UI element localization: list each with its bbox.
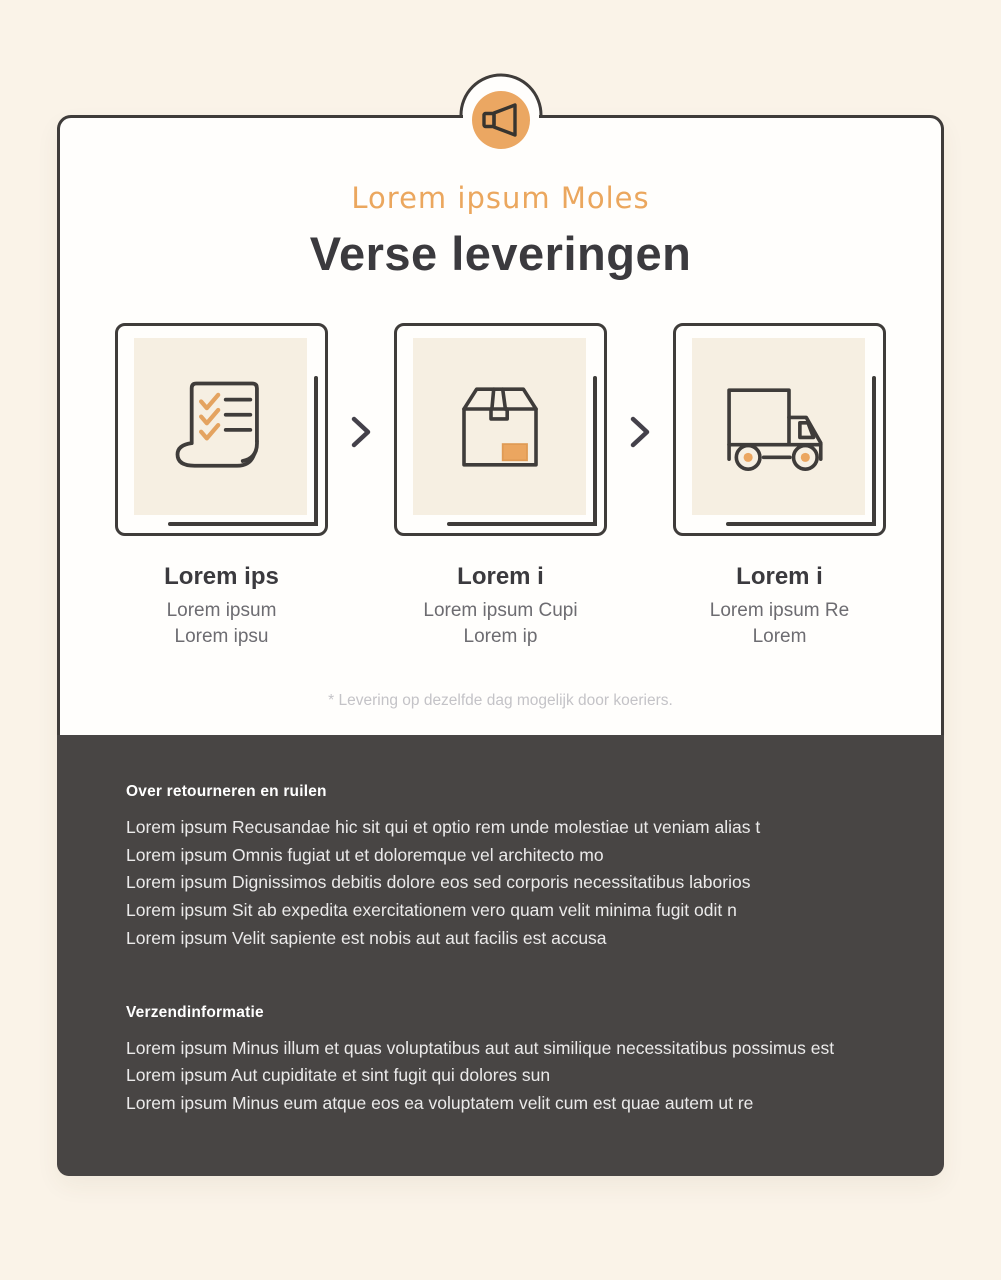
step-package bbox=[394, 323, 607, 649]
step-package-box bbox=[394, 323, 607, 536]
corner-accent-line bbox=[167, 375, 319, 527]
steps-row bbox=[115, 323, 886, 649]
step-order-box bbox=[115, 323, 328, 536]
returns-heading: Over retourneren en ruilen bbox=[126, 783, 327, 800]
step-delivery bbox=[673, 323, 886, 649]
shipping-heading: Verzendinformatie bbox=[126, 1003, 264, 1021]
shipping-section bbox=[126, 1003, 874, 1118]
shipping-lines bbox=[126, 1035, 874, 1118]
text-line: Lorem ipsum Recusandae hic sit qui et optio rem unde molestiae ut veniam alias t bbox=[126, 817, 761, 837]
step-arrow-1 bbox=[328, 413, 394, 451]
returns-section bbox=[126, 782, 874, 953]
step-delivery-box bbox=[673, 323, 886, 536]
page-title: Verse leveringen bbox=[309, 227, 692, 280]
step-delivery-title: Lorem i bbox=[736, 563, 823, 590]
step-order-title: Lorem ips bbox=[164, 563, 279, 590]
chevron-right-icon bbox=[628, 413, 652, 451]
delivery-footnote: * Levering op dezelfde dag mogelijk door koeriers. bbox=[328, 692, 673, 709]
step-arrow-2 bbox=[607, 413, 673, 451]
returns-lines bbox=[126, 814, 874, 953]
badge-circle bbox=[472, 91, 530, 149]
card-subtitle: Lorem ipsum Moles bbox=[351, 181, 650, 215]
step-package-title: Lorem i bbox=[457, 563, 544, 590]
card-content bbox=[60, 118, 941, 711]
chevron-right-icon bbox=[349, 413, 373, 451]
text-line: Lorem ipsum Omnis fugiat ut et doloremque vel architecto mo bbox=[126, 844, 604, 865]
step-package-line1: Lorem ipsum Cupi bbox=[423, 600, 578, 621]
text-line: Lorem ipsum Dignissimos debitis dolore eos sed corporis necessitatibus laborios bbox=[126, 872, 751, 893]
corner-accent-line bbox=[725, 375, 877, 527]
step-order-line1: Lorem ipsum bbox=[166, 600, 277, 621]
announcement-badge bbox=[439, 70, 563, 180]
text-line: Lorem ipsum Aut cupiditate et sint fugit qui dolores sun bbox=[126, 1065, 551, 1086]
text-line: Lorem ipsum Velit sapiente est nobis aut aut facilis est accusa bbox=[126, 927, 607, 948]
text-line: Lorem ipsum Sit ab expedita exercitationem vero quam velit minima fugit odit n bbox=[126, 900, 737, 921]
step-delivery-line1: Lorem ipsum Re bbox=[709, 600, 850, 621]
text-line: Lorem ipsum Minus illum et quas voluptatibus aut aut similique necessitatibus possimus est bbox=[126, 1037, 835, 1058]
corner-accent-line bbox=[446, 375, 598, 527]
text-line: Lorem ipsum Minus eum atque eos ea voluptatem velit cum est quae autem ut re bbox=[126, 1092, 754, 1113]
info-card bbox=[57, 115, 944, 1176]
step-package-line2: Lorem ip bbox=[463, 625, 538, 647]
step-order bbox=[115, 323, 328, 649]
step-delivery-line2: Lorem bbox=[752, 625, 807, 647]
info-panel bbox=[57, 735, 944, 1176]
step-order-line2: Lorem ipsu bbox=[174, 625, 269, 647]
